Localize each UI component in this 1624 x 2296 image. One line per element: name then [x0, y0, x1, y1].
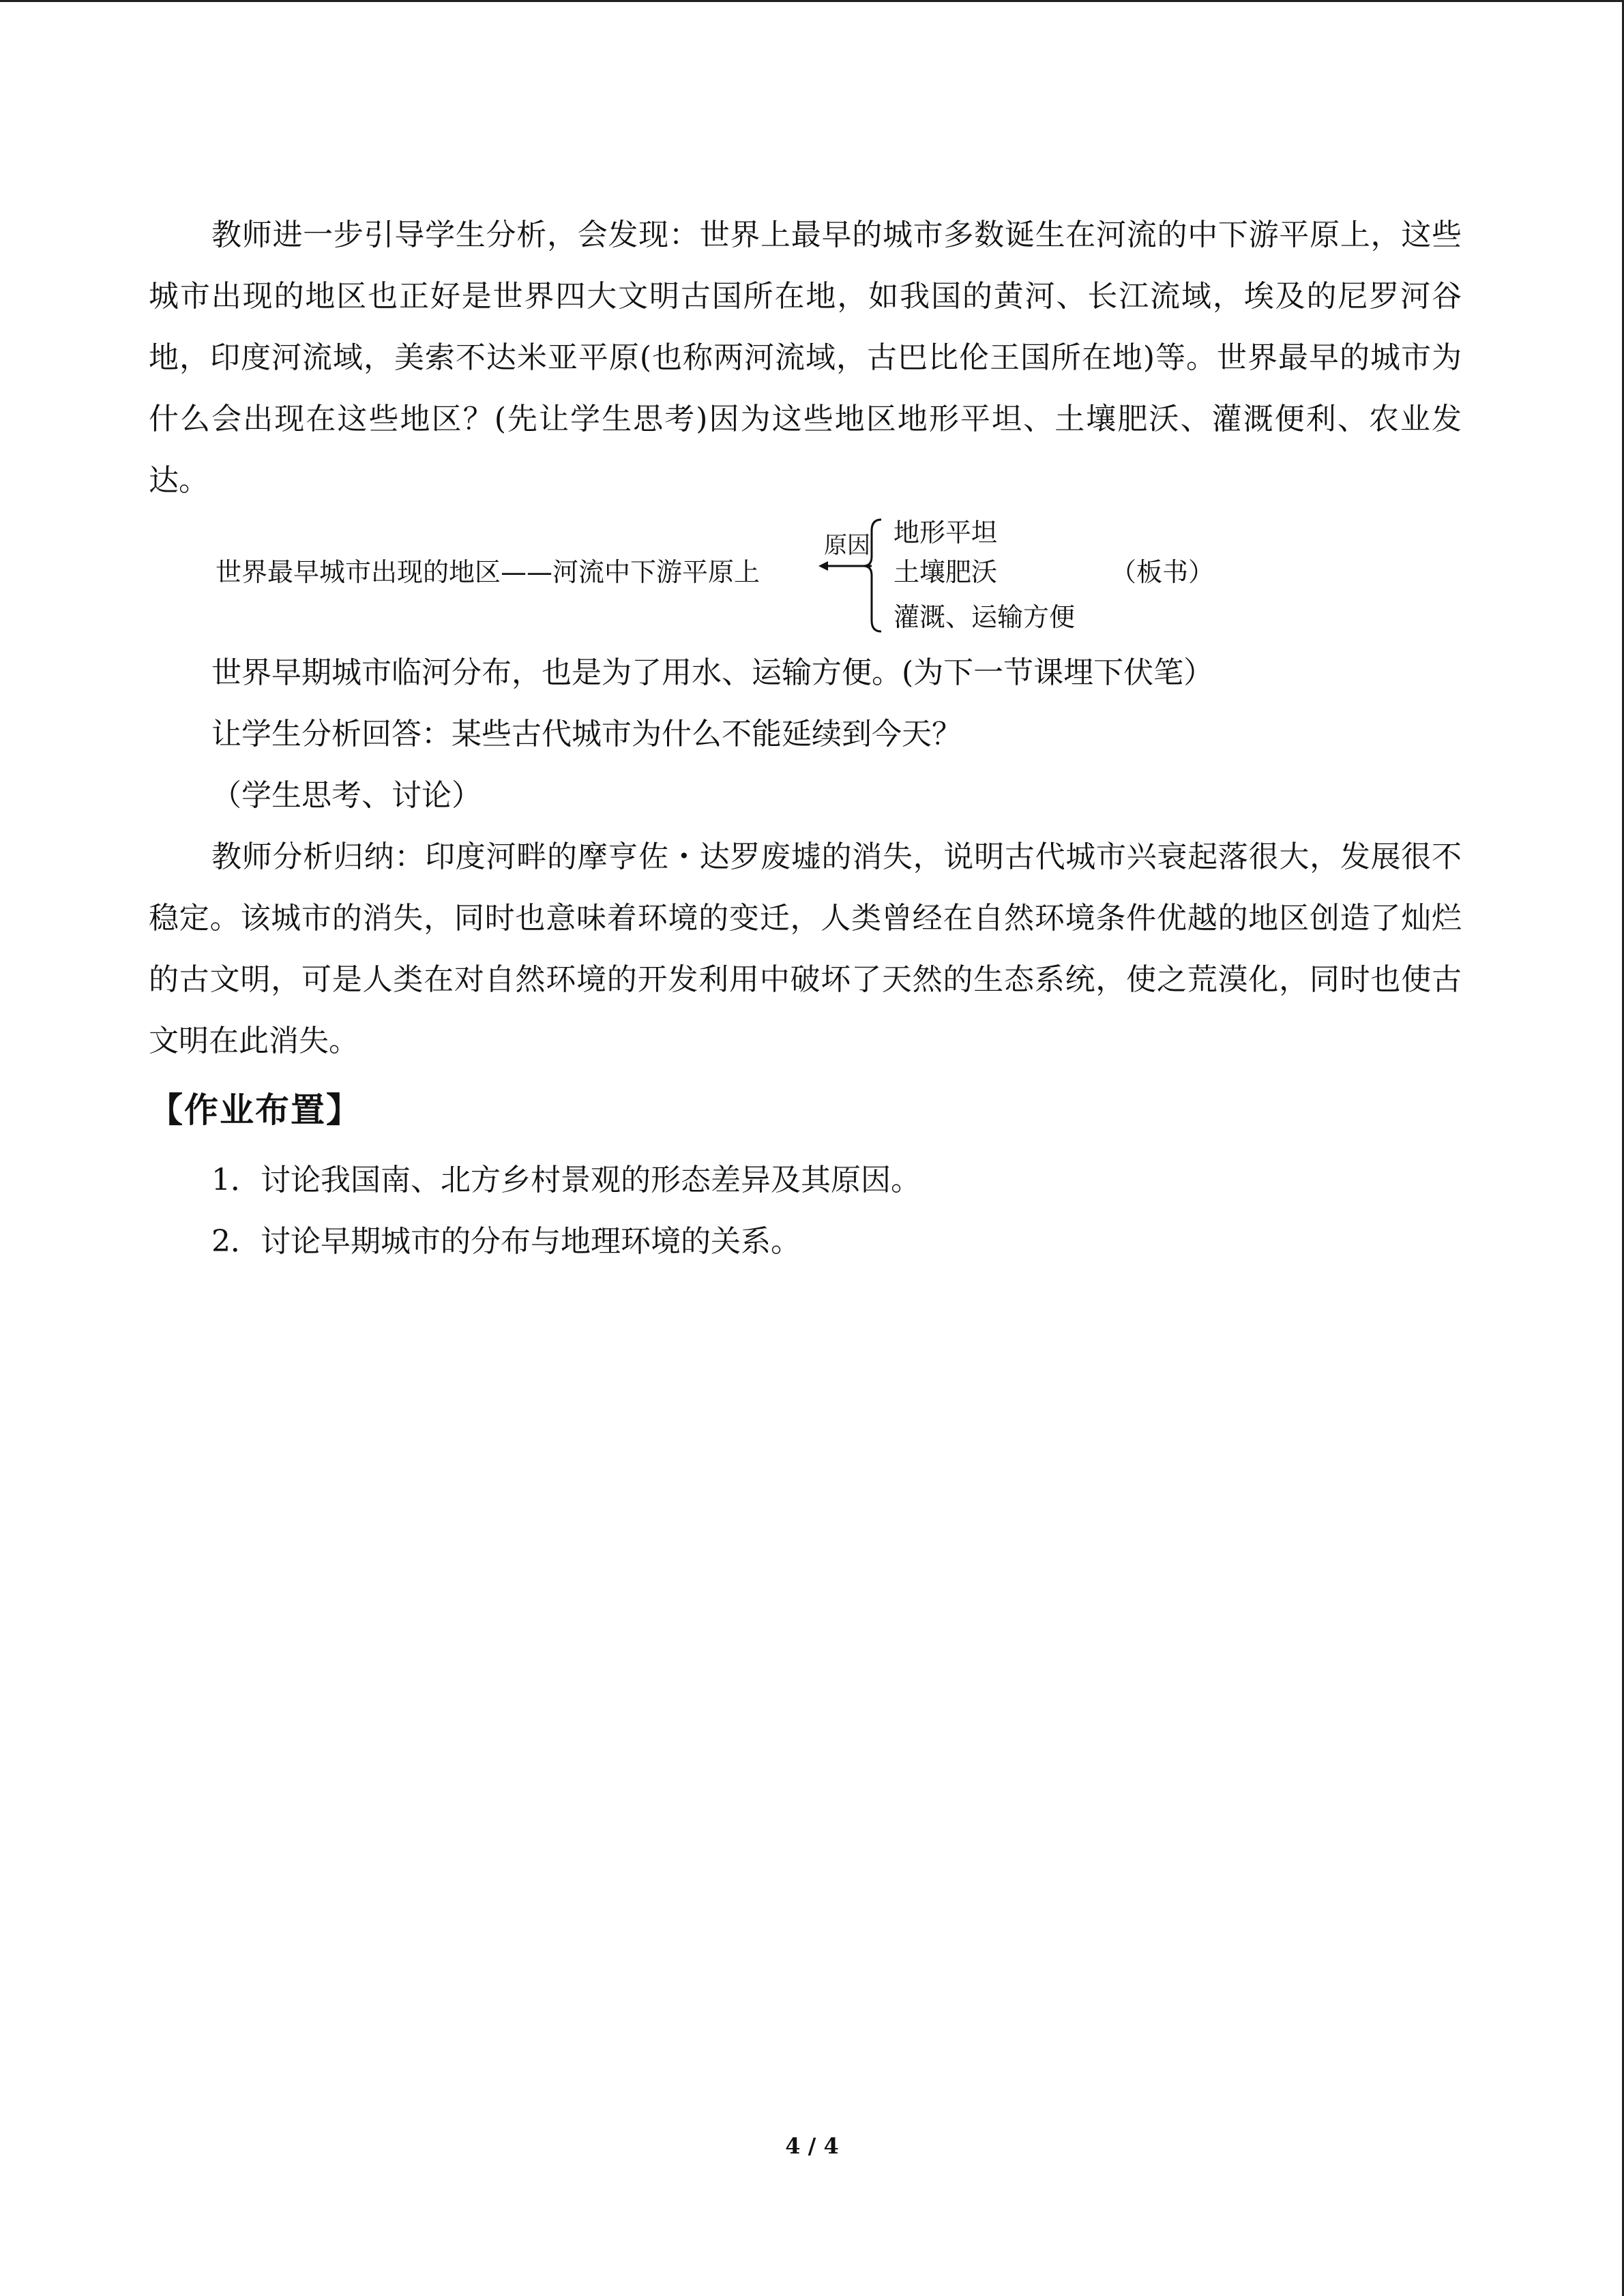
- diagram-item-1: 地形平坦: [894, 518, 998, 548]
- top-border: [0, 0, 1624, 2]
- blackboard-diagram: [149, 511, 1462, 642]
- homework-heading: 【作业布置】: [149, 1090, 361, 1130]
- paragraph-discussion: （学生思考、讨论）: [211, 778, 482, 813]
- paragraph-question: 让学生分析回答：某些古代城市为什么不能延续到今天？: [211, 717, 962, 751]
- diagram-left-text: 世界最早城市出现的地区——河流中下游平原上: [216, 557, 761, 587]
- diagram-item-2: 土壤肥沃: [894, 557, 998, 587]
- page-number: 4 / 4: [785, 2133, 839, 2159]
- diagram-arrow-label: 原因: [824, 532, 870, 559]
- homework-item-1: 1．讨论我国南、北方乡村景观的形态差异及其原因。: [211, 1163, 921, 1197]
- diagram-note: （板书）: [1110, 557, 1215, 587]
- diagram-item-3: 灌溉、运输方便: [894, 602, 1076, 632]
- document-body: [149, 205, 1462, 1272]
- homework-item-2: 2．讨论早期城市的分布与地理环境的关系。: [211, 1224, 801, 1259]
- paragraph-river-distribution: 世界早期城市临河分布，也是为了用水、运输方便。(为下一节课埋下伏笔）: [211, 655, 1214, 690]
- paragraph-teacher-summary: 教师分析归纳：印度河畔的摩亨佐・达罗废墟的消失，说明古代城市兴衰起落很大，发展很不稳定。该城市的消失，同时也意味着环境的变迁，人类曾经在自然环境条件优越的地区创造了灿烂的古文明，可是人类在对自然环境的开发利用中破坏了天然的生态系统，使之荒漠化，同时也使古文明在此消失。: [149, 839, 1462, 1058]
- paragraph-teacher-guidance: 教师进一步引导学生分析，会发现：世界上最早的城市多数诞生在河流的中下游平原上，这些城市出现的地区也正好是世界四大文明古国所在地，如我国的黄河、长江流域，埃及的尼罗河谷地，印度河流域，美索不达米亚平原(也称两河流域，古巴比伦王国所在地)等。世界最早的城市为什么会出现在这些地区？(先让学生思考)因为这些地区地形平坦、土壤肥沃、灌溉便利、农业发达。: [149, 218, 1462, 498]
